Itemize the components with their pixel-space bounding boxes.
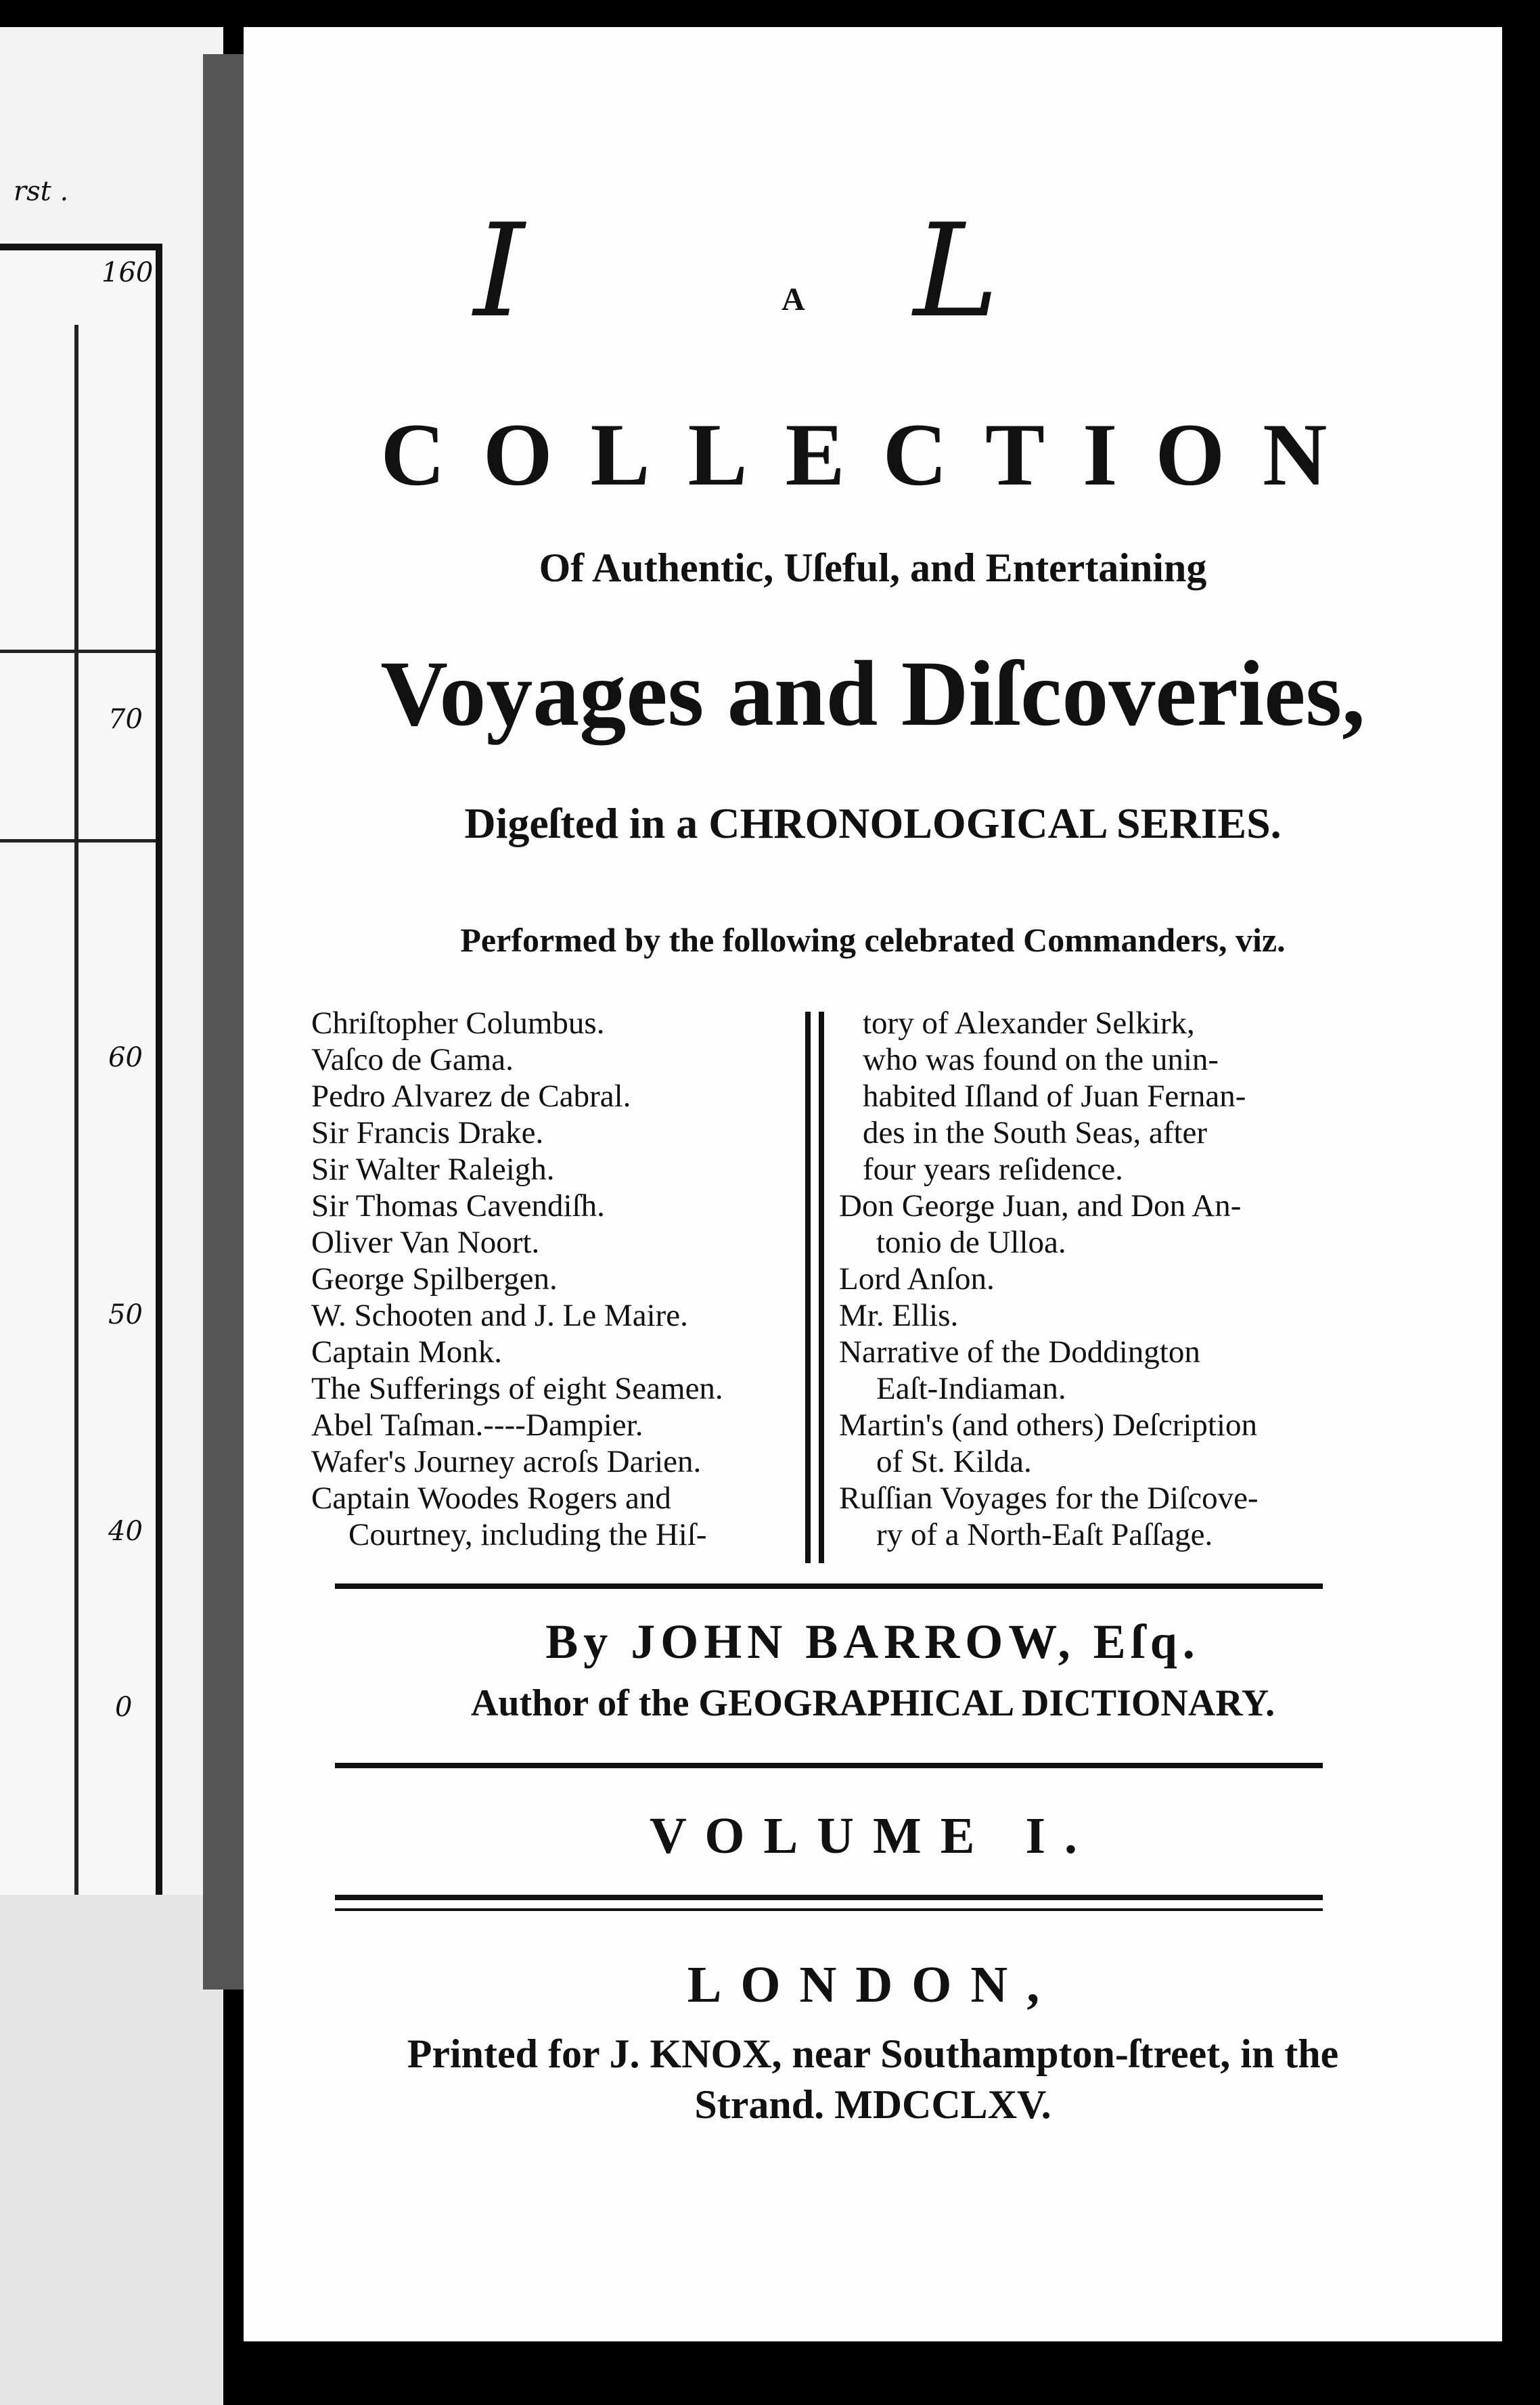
- horizontal-rule: [335, 1763, 1323, 1768]
- commander-entry: Lord Anſon.: [839, 1261, 995, 1297]
- commander-entry: Eaſt-Indiaman.: [876, 1371, 1066, 1406]
- volume-label: VOLUME I.: [649, 1807, 1097, 1864]
- handwritten-volume-mark: I: [474, 196, 525, 346]
- map-lat-label: 70: [108, 704, 143, 735]
- commander-entry: Sir Thomas Cavendiſh.: [311, 1188, 605, 1223]
- commanders-left-column: [311, 1005, 723, 1553]
- commander-entry: ry of a North-Eaſt Paſſage.: [876, 1517, 1213, 1552]
- commander-entry: W. Schooten and J. Le Maire.: [311, 1298, 688, 1333]
- map-frame: [0, 244, 162, 1908]
- commander-entry: Sir Francis Drake.: [311, 1115, 544, 1150]
- horizontal-rule: [335, 1895, 1323, 1900]
- commander-entry: Don George Juan, and Don An-: [839, 1188, 1242, 1223]
- commander-entry: Narrative of the Doddington: [839, 1334, 1200, 1370]
- horizontal-rule: [335, 1583, 1323, 1589]
- commander-entry: tonio de Ulloa.: [876, 1225, 1066, 1260]
- commander-entry: The Sufferings of eight Seamen.: [311, 1371, 723, 1406]
- map-lat-label: 60: [108, 1042, 143, 1073]
- imprint-line: Strand. MDCCLXV.: [694, 2082, 1051, 2127]
- map-lat-label: 50: [108, 1299, 143, 1330]
- commander-entry: Captain Monk.: [311, 1334, 502, 1370]
- commander-entry: habited Iſland of Juan Fernan-: [863, 1079, 1246, 1114]
- imprint-city: LONDON,: [687, 1956, 1059, 2013]
- voyages-title: Voyages and Diſcoveries,: [380, 642, 1365, 745]
- commander-entry: Ruſſian Voyages for the Diſcove-: [839, 1481, 1259, 1516]
- title-page: [244, 27, 1502, 2341]
- commander-entry: Vaſco de Gama.: [311, 1042, 514, 1077]
- map-header-fragment: rst .: [14, 176, 69, 207]
- left-page-map: [0, 27, 223, 2378]
- author-credentials: Author of the GEOGRAPHICAL DICTIONARY.: [470, 1682, 1275, 1724]
- column-divider: [805, 1012, 811, 1563]
- imprint-line: Printed for J. KNOX, near Southampton-ſtreet, in the: [407, 2031, 1339, 2076]
- commander-entry: Martin's (and others) Deſcription: [839, 1408, 1257, 1443]
- commander-entry: tory of Alexander Selkirk,: [863, 1006, 1195, 1041]
- commander-entry: Pedro Alvarez de Cabral.: [311, 1079, 631, 1114]
- map-inner-border: [0, 325, 78, 1902]
- author-byline: By JOHN BARROW, Eſq.: [545, 1615, 1200, 1669]
- map-lat-label: 0: [115, 1692, 133, 1723]
- commander-entry: Sir Walter Raleigh.: [311, 1152, 555, 1187]
- map-gridline: [0, 839, 156, 842]
- column-divider: [819, 1012, 824, 1563]
- commander-entry: George Spilbergen.: [311, 1261, 558, 1297]
- commander-entry: Mr. Ellis.: [839, 1298, 959, 1333]
- commander-entry: Abel Taſman.----Dampier.: [311, 1408, 643, 1443]
- handwritten-initial: L: [913, 196, 999, 346]
- commander-entry: Oliver Van Noort.: [311, 1225, 540, 1260]
- book-gutter: [203, 54, 244, 1990]
- commanders-right-column: [839, 1005, 1259, 1553]
- title-article: A: [782, 282, 805, 317]
- commander-entry: Captain Woodes Rogers and: [311, 1481, 671, 1516]
- commander-entry: des in the South Seas, after: [863, 1115, 1208, 1150]
- map-gridline: [0, 650, 156, 653]
- commander-entry: Courtney, including the Hiſ-: [348, 1517, 707, 1552]
- commander-entry: of St. Kilda.: [876, 1444, 1032, 1479]
- horizontal-rule-thin: [335, 1908, 1323, 1911]
- commander-entry: four years reſidence.: [863, 1152, 1123, 1187]
- map-lat-label: 160: [101, 257, 154, 288]
- map-fold-strip: [0, 1895, 223, 2405]
- commander-entry: Chriſtopher Columbus.: [311, 1006, 605, 1041]
- digested-line: Digeſted in a CHRONOLOGICAL SERIES.: [464, 799, 1282, 847]
- main-title: COLLECTION: [380, 405, 1365, 504]
- commander-entry: Wafer's Journey acroſs Darien.: [311, 1444, 702, 1479]
- commander-entry: who was found on the unin-: [863, 1042, 1219, 1077]
- subtitle: Of Authentic, Uſeful, and Entertaining: [539, 545, 1207, 590]
- map-lat-label: 40: [108, 1516, 143, 1547]
- performed-line: Performed by the following celebrated Commanders, viz.: [460, 921, 1286, 959]
